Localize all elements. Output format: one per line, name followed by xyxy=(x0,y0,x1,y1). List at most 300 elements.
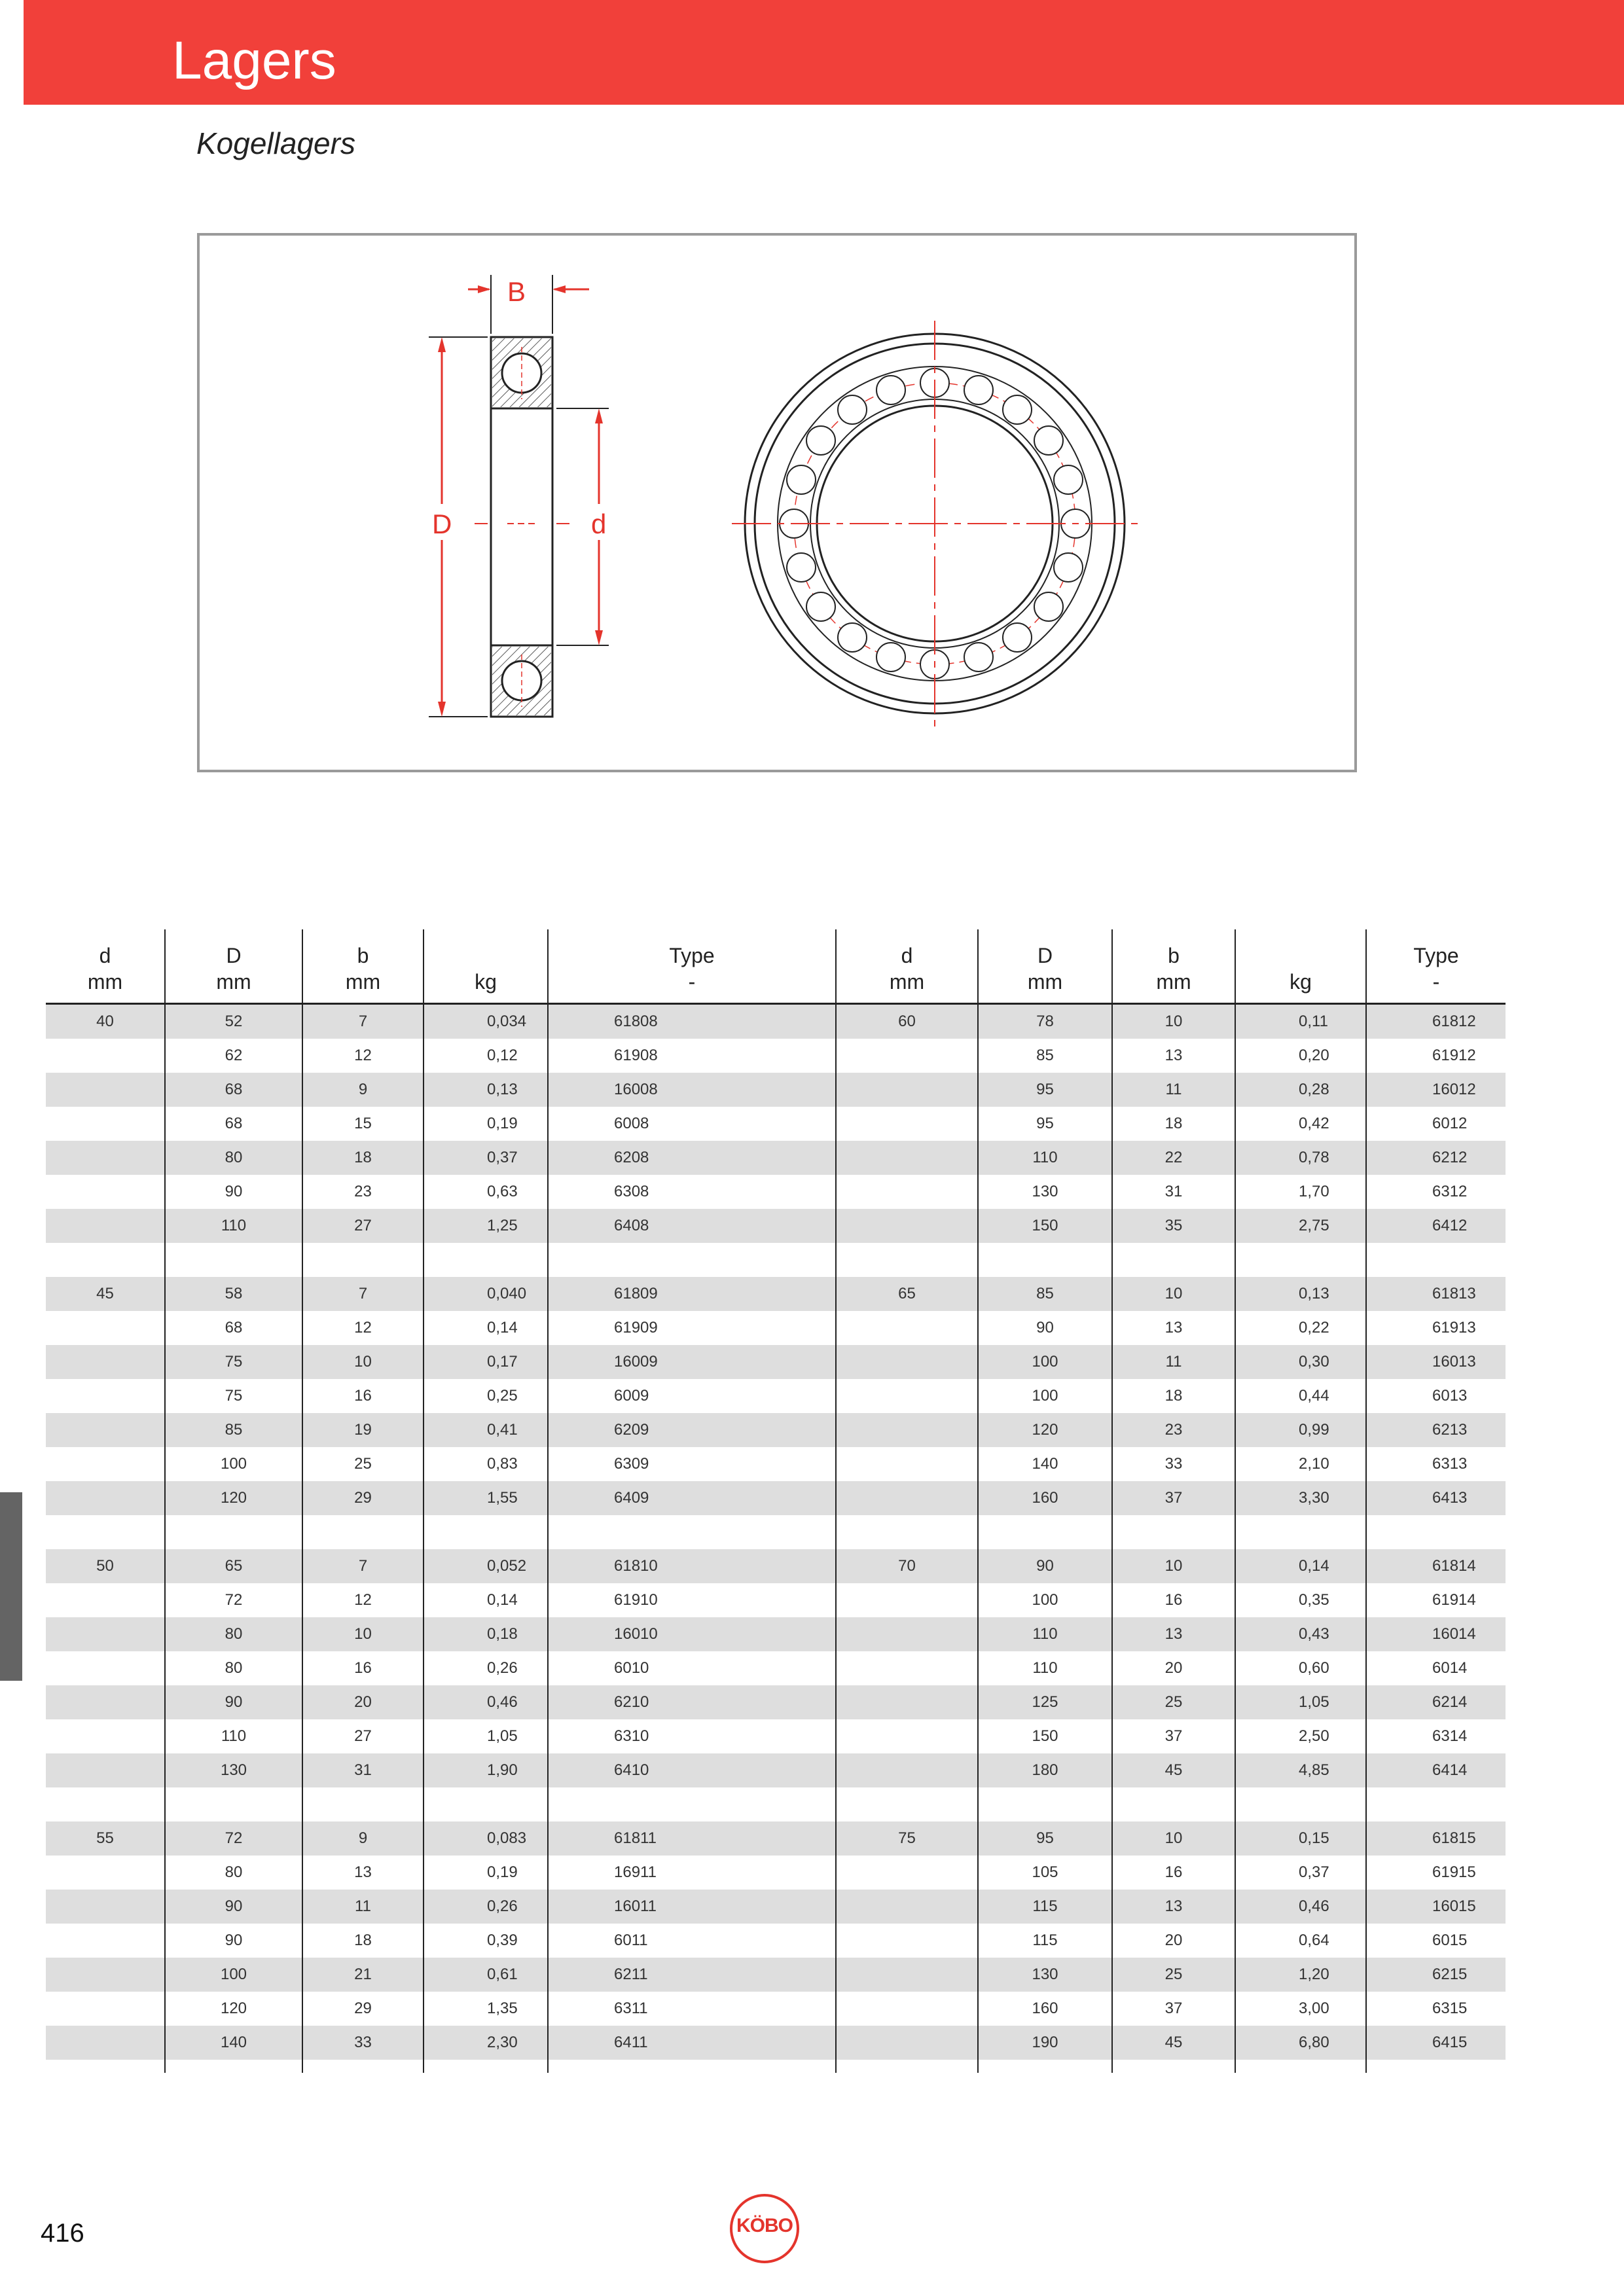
table-cell: 78 xyxy=(978,1004,1112,1039)
table-cell: 13 xyxy=(1112,1311,1235,1345)
table-cell: 61909 xyxy=(548,1311,836,1345)
table-cell: 0,99 xyxy=(1235,1413,1366,1447)
table-cell: 13 xyxy=(1112,1617,1235,1651)
table-row xyxy=(46,1719,1506,1753)
bearing-table xyxy=(46,929,1506,2073)
table-cell xyxy=(46,1039,165,1073)
table-cell: 45 xyxy=(46,1277,165,1311)
table-cell: 2,10 xyxy=(1235,1447,1366,1481)
label-B: B xyxy=(507,276,526,307)
table-row xyxy=(46,2026,1506,2060)
front-view xyxy=(732,321,1138,726)
col-header: b mm xyxy=(302,929,424,1004)
dimension-D xyxy=(429,337,488,717)
table-cell: 75 xyxy=(165,1379,302,1413)
table-cell xyxy=(46,1447,165,1481)
col-header: kg xyxy=(424,929,548,1004)
table-end-row xyxy=(46,2060,1506,2073)
end-cell xyxy=(836,2060,978,2073)
table-cell: 75 xyxy=(165,1345,302,1379)
table-row xyxy=(46,1447,1506,1481)
table-cell: 72 xyxy=(165,1821,302,1856)
table-cell: 6310 xyxy=(548,1719,836,1753)
table-cell xyxy=(836,1685,978,1719)
table-cell: 25 xyxy=(1112,1685,1235,1719)
table-cell xyxy=(46,1413,165,1447)
table-cell: 120 xyxy=(978,1413,1112,1447)
table-cell: 61915 xyxy=(1366,1856,1506,1890)
spacer-cell xyxy=(1112,1243,1235,1277)
table-cell: 52 xyxy=(165,1004,302,1039)
table-cell: 0,83 xyxy=(424,1447,548,1481)
table-row xyxy=(46,1209,1506,1243)
table-cell: 16 xyxy=(1112,1856,1235,1890)
table-cell xyxy=(836,1924,978,1958)
table-cell: 6208 xyxy=(548,1141,836,1175)
table-row xyxy=(46,1311,1506,1345)
end-cell xyxy=(548,2060,836,2073)
table-cell: 6410 xyxy=(548,1753,836,1787)
table-cell: 6211 xyxy=(548,1958,836,1992)
table-cell: 0,30 xyxy=(1235,1345,1366,1379)
table-row xyxy=(46,1856,1506,1890)
table-cell: 2,30 xyxy=(424,2026,548,2060)
table-cell: 90 xyxy=(165,1890,302,1924)
table-cell: 61810 xyxy=(548,1549,836,1583)
table-cell: 6008 xyxy=(548,1107,836,1141)
table-cell: 80 xyxy=(165,1651,302,1685)
table-cell: 0,083 xyxy=(424,1821,548,1856)
table-cell: 31 xyxy=(1112,1175,1235,1209)
table-cell xyxy=(46,1753,165,1787)
table-cell: 100 xyxy=(978,1379,1112,1413)
table-cell: 0,15 xyxy=(1235,1821,1366,1856)
table-cell: 6213 xyxy=(1366,1413,1506,1447)
table-cell: 27 xyxy=(302,1209,424,1243)
table-cell: 0,42 xyxy=(1235,1107,1366,1141)
table-cell: 85 xyxy=(978,1039,1112,1073)
table-cell: 12 xyxy=(302,1311,424,1345)
table-cell: 90 xyxy=(978,1311,1112,1345)
table-cell: 0,13 xyxy=(1235,1277,1366,1311)
table-cell: 6314 xyxy=(1366,1719,1506,1753)
kobo-logo xyxy=(729,2193,801,2265)
table-cell xyxy=(836,1753,978,1787)
spacer-cell xyxy=(1235,1515,1366,1549)
table-cell xyxy=(46,1617,165,1651)
table-cell: 0,19 xyxy=(424,1856,548,1890)
table-cell xyxy=(46,1685,165,1719)
spacer-cell xyxy=(836,1515,978,1549)
table-cell: 16012 xyxy=(1366,1073,1506,1107)
table-cell: 65 xyxy=(165,1549,302,1583)
table-cell xyxy=(836,1413,978,1447)
table-cell xyxy=(46,1345,165,1379)
table-cell xyxy=(46,1992,165,2026)
table-cell: 90 xyxy=(165,1685,302,1719)
table-cell xyxy=(836,1583,978,1617)
table-cell: 61809 xyxy=(548,1277,836,1311)
table-cell: 1,25 xyxy=(424,1209,548,1243)
bearing-drawing xyxy=(197,233,1357,772)
table-cell: 62 xyxy=(165,1039,302,1073)
page-title: Lagers xyxy=(172,31,336,90)
table-cell: 6408 xyxy=(548,1209,836,1243)
spacer-cell xyxy=(978,1515,1112,1549)
spacer-cell xyxy=(165,1515,302,1549)
table-cell: 70 xyxy=(836,1549,978,1583)
table-cell: 0,41 xyxy=(424,1413,548,1447)
table-cell xyxy=(46,2026,165,2060)
spacer-cell xyxy=(1235,1243,1366,1277)
table-cell: 7 xyxy=(302,1004,424,1039)
table-cell: 23 xyxy=(1112,1413,1235,1447)
table-cell: 16014 xyxy=(1366,1617,1506,1651)
table-cell: 65 xyxy=(836,1277,978,1311)
spacer-cell xyxy=(46,1515,165,1549)
table-cell: 29 xyxy=(302,1481,424,1515)
col-header: D mm xyxy=(978,929,1112,1004)
table-cell: 160 xyxy=(978,1992,1112,2026)
table-cell: 140 xyxy=(165,2026,302,2060)
end-cell xyxy=(424,2060,548,2073)
table-cell: 61811 xyxy=(548,1821,836,1856)
table-cell: 0,63 xyxy=(424,1175,548,1209)
table-cell: 68 xyxy=(165,1107,302,1141)
cross-section-view xyxy=(475,337,569,717)
table-row xyxy=(46,1107,1506,1141)
table-cell xyxy=(46,1379,165,1413)
table-cell: 6011 xyxy=(548,1924,836,1958)
page-number: 416 xyxy=(41,2219,84,2248)
page-subtitle: Kogellagers xyxy=(196,126,355,160)
table-cell: 0,26 xyxy=(424,1651,548,1685)
table-cell: 19 xyxy=(302,1413,424,1447)
table-cell xyxy=(46,1209,165,1243)
end-cell xyxy=(1112,2060,1235,2073)
table-cell: 0,12 xyxy=(424,1039,548,1073)
table-cell: 0,46 xyxy=(1235,1890,1366,1924)
spacer-cell xyxy=(46,1243,165,1277)
table-row xyxy=(46,1651,1506,1685)
table-cell: 190 xyxy=(978,2026,1112,2060)
table-cell: 4,85 xyxy=(1235,1753,1366,1787)
table-cell: 10 xyxy=(1112,1549,1235,1583)
table-cell: 16911 xyxy=(548,1856,836,1890)
table-cell: 100 xyxy=(165,1958,302,1992)
table-cell xyxy=(836,1345,978,1379)
table-cell: 100 xyxy=(165,1447,302,1481)
table-row xyxy=(46,1175,1506,1209)
spacer-cell xyxy=(1112,1787,1235,1821)
logo-text: KÖBO xyxy=(736,2215,793,2236)
table-cell: 61910 xyxy=(548,1583,836,1617)
group-spacer xyxy=(46,1515,1506,1549)
table-cell: 61815 xyxy=(1366,1821,1506,1856)
table-cell: 33 xyxy=(1112,1447,1235,1481)
spacer-cell xyxy=(1366,1243,1506,1277)
table-cell: 16010 xyxy=(548,1617,836,1651)
table-cell: 37 xyxy=(1112,1992,1235,2026)
spacer-cell xyxy=(46,1787,165,1821)
table-cell: 3,00 xyxy=(1235,1992,1366,2026)
table-cell xyxy=(836,1209,978,1243)
table-cell: 1,05 xyxy=(1235,1685,1366,1719)
table-cell xyxy=(836,1719,978,1753)
table-cell: 115 xyxy=(978,1890,1112,1924)
table-cell: 6312 xyxy=(1366,1175,1506,1209)
spacer-cell xyxy=(302,1787,424,1821)
table-cell xyxy=(46,1958,165,1992)
table-cell: 10 xyxy=(302,1617,424,1651)
table-cell: 6014 xyxy=(1366,1651,1506,1685)
table-cell: 50 xyxy=(46,1549,165,1583)
bearing-diagram xyxy=(200,236,1354,770)
spacer-cell xyxy=(424,1787,548,1821)
table-cell xyxy=(836,2026,978,2060)
table-cell: 16015 xyxy=(1366,1890,1506,1924)
table-cell: 6,80 xyxy=(1235,2026,1366,2060)
col-header: Type - xyxy=(1366,929,1506,1004)
table-cell: 80 xyxy=(165,1856,302,1890)
table-cell: 11 xyxy=(1112,1345,1235,1379)
table-cell xyxy=(46,1107,165,1141)
table-cell xyxy=(836,1958,978,1992)
table-cell: 25 xyxy=(1112,1958,1235,1992)
table-cell: 6215 xyxy=(1366,1958,1506,1992)
table-cell xyxy=(836,1651,978,1685)
table-cell xyxy=(46,1856,165,1890)
table-cell: 2,75 xyxy=(1235,1209,1366,1243)
table-row xyxy=(46,1685,1506,1719)
table-cell: 0,44 xyxy=(1235,1379,1366,1413)
table-row xyxy=(46,1413,1506,1447)
table-cell xyxy=(46,1311,165,1345)
table-cell: 9 xyxy=(302,1073,424,1107)
table-cell: 6411 xyxy=(548,2026,836,2060)
table-cell: 0,37 xyxy=(424,1141,548,1175)
table-cell: 61912 xyxy=(1366,1039,1506,1073)
table-cell: 150 xyxy=(978,1209,1112,1243)
table-row xyxy=(46,1039,1506,1073)
table-cell: 0,35 xyxy=(1235,1583,1366,1617)
table-cell: 130 xyxy=(165,1753,302,1787)
table-cell: 6315 xyxy=(1366,1992,1506,2026)
table-cell: 0,37 xyxy=(1235,1856,1366,1890)
table-cell: 1,35 xyxy=(424,1992,548,2026)
table-cell: 0,14 xyxy=(1235,1549,1366,1583)
table-cell: 61814 xyxy=(1366,1549,1506,1583)
table-cell: 0,26 xyxy=(424,1890,548,1924)
table-row xyxy=(46,1141,1506,1175)
spacer-cell xyxy=(424,1515,548,1549)
table-cell: 61812 xyxy=(1366,1004,1506,1039)
table-cell: 6308 xyxy=(548,1175,836,1209)
table-cell: 33 xyxy=(302,2026,424,2060)
table-cell: 16 xyxy=(302,1651,424,1685)
table-cell: 2,50 xyxy=(1235,1719,1366,1753)
table-cell: 16013 xyxy=(1366,1345,1506,1379)
table-cell: 37 xyxy=(1112,1719,1235,1753)
col-header: kg xyxy=(1235,929,1366,1004)
table-cell: 1,55 xyxy=(424,1481,548,1515)
table-row xyxy=(46,1617,1506,1651)
end-cell xyxy=(46,2060,165,2073)
table-cell: 20 xyxy=(1112,1651,1235,1685)
spacer-cell xyxy=(978,1243,1112,1277)
table-row xyxy=(46,1821,1506,1856)
table-row xyxy=(46,1073,1506,1107)
spacer-cell xyxy=(302,1515,424,1549)
table-cell: 6414 xyxy=(1366,1753,1506,1787)
table-cell: 6409 xyxy=(548,1481,836,1515)
table-cell: 7 xyxy=(302,1549,424,1583)
table-cell: 61808 xyxy=(548,1004,836,1039)
table-cell: 0,64 xyxy=(1235,1924,1366,1958)
table-cell: 9 xyxy=(302,1821,424,1856)
table-cell: 16009 xyxy=(548,1345,836,1379)
table-cell: 68 xyxy=(165,1073,302,1107)
table-cell: 6309 xyxy=(548,1447,836,1481)
col-header: d mm xyxy=(836,929,978,1004)
spacer-cell xyxy=(1235,1787,1366,1821)
table-cell: 18 xyxy=(1112,1379,1235,1413)
table-cell: 0,60 xyxy=(1235,1651,1366,1685)
table-cell: 120 xyxy=(165,1481,302,1515)
table-cell: 0,46 xyxy=(424,1685,548,1719)
end-cell xyxy=(302,2060,424,2073)
table-cell: 10 xyxy=(302,1345,424,1379)
table-cell: 22 xyxy=(1112,1141,1235,1175)
table-cell xyxy=(836,1039,978,1073)
table-cell: 100 xyxy=(978,1345,1112,1379)
table-cell: 16011 xyxy=(548,1890,836,1924)
table-cell xyxy=(46,1924,165,1958)
table-cell: 61908 xyxy=(548,1039,836,1073)
table-row xyxy=(46,1583,1506,1617)
spacer-cell xyxy=(836,1787,978,1821)
table-cell: 29 xyxy=(302,1992,424,2026)
table-cell: 58 xyxy=(165,1277,302,1311)
table-cell: 1,70 xyxy=(1235,1175,1366,1209)
table-cell: 7 xyxy=(302,1277,424,1311)
table-cell xyxy=(46,1890,165,1924)
table-cell: 16008 xyxy=(548,1073,836,1107)
table-cell: 13 xyxy=(1112,1890,1235,1924)
table-cell: 31 xyxy=(302,1753,424,1787)
table-cell: 23 xyxy=(302,1175,424,1209)
table-cell: 6209 xyxy=(548,1413,836,1447)
col-header: Type - xyxy=(548,929,836,1004)
table-cell xyxy=(836,1073,978,1107)
table-cell: 10 xyxy=(1112,1004,1235,1039)
table-cell: 0,040 xyxy=(424,1277,548,1311)
table-cell: 6010 xyxy=(548,1651,836,1685)
table-cell xyxy=(836,1890,978,1924)
table-cell xyxy=(46,1073,165,1107)
table-cell: 1,05 xyxy=(424,1719,548,1753)
table-cell: 85 xyxy=(165,1413,302,1447)
spacer-cell xyxy=(548,1787,836,1821)
table-cell xyxy=(836,1379,978,1413)
table-cell: 6413 xyxy=(1366,1481,1506,1515)
table-cell: 18 xyxy=(302,1924,424,1958)
table-cell: 68 xyxy=(165,1311,302,1345)
table-cell: 110 xyxy=(978,1617,1112,1651)
spacer-cell xyxy=(165,1243,302,1277)
table-row xyxy=(46,1924,1506,1958)
table-cell: 12 xyxy=(302,1039,424,1073)
section-tab xyxy=(0,1492,22,1681)
table-cell: 180 xyxy=(978,1753,1112,1787)
table-cell: 61914 xyxy=(1366,1583,1506,1617)
table-cell: 0,43 xyxy=(1235,1617,1366,1651)
label-d: d xyxy=(591,509,607,539)
table-cell: 95 xyxy=(978,1107,1112,1141)
table-cell: 6311 xyxy=(548,1992,836,2026)
table-cell: 10 xyxy=(1112,1277,1235,1311)
table-cell: 80 xyxy=(165,1141,302,1175)
table-cell: 1,20 xyxy=(1235,1958,1366,1992)
spacer-cell xyxy=(1366,1787,1506,1821)
dimension-B xyxy=(468,275,589,334)
spacer-cell xyxy=(836,1243,978,1277)
table-cell: 0,052 xyxy=(424,1549,548,1583)
table-cell: 90 xyxy=(165,1175,302,1209)
dimension-d xyxy=(556,408,609,645)
table-row xyxy=(46,1481,1506,1515)
spacer-cell xyxy=(548,1243,836,1277)
table-cell: 35 xyxy=(1112,1209,1235,1243)
table-row xyxy=(46,1890,1506,1924)
table-cell: 0,78 xyxy=(1235,1141,1366,1175)
table-cell: 0,20 xyxy=(1235,1039,1366,1073)
table-cell: 60 xyxy=(836,1004,978,1039)
table-row xyxy=(46,1549,1506,1583)
table-cell: 6012 xyxy=(1366,1107,1506,1141)
table-cell xyxy=(46,1481,165,1515)
table-cell: 11 xyxy=(302,1890,424,1924)
table-cell: 72 xyxy=(165,1583,302,1617)
table-cell xyxy=(836,1107,978,1141)
spacer-cell xyxy=(165,1787,302,1821)
table-cell: 61913 xyxy=(1366,1311,1506,1345)
table-cell: 6415 xyxy=(1366,2026,1506,2060)
table-cell: 20 xyxy=(302,1685,424,1719)
spacer-cell xyxy=(302,1243,424,1277)
table-body xyxy=(46,1004,1506,2073)
table-cell: 150 xyxy=(978,1719,1112,1753)
table-row xyxy=(46,1992,1506,2026)
table-cell: 85 xyxy=(978,1277,1112,1311)
group-spacer xyxy=(46,1243,1506,1277)
table-cell: 130 xyxy=(978,1175,1112,1209)
table-row xyxy=(46,1004,1506,1039)
table-cell xyxy=(46,1141,165,1175)
table-cell: 0,39 xyxy=(424,1924,548,1958)
table-cell: 0,28 xyxy=(1235,1073,1366,1107)
table-cell: 0,25 xyxy=(424,1379,548,1413)
table-cell: 160 xyxy=(978,1481,1112,1515)
label-D: D xyxy=(432,509,452,539)
table-cell: 13 xyxy=(302,1856,424,1890)
table-cell: 61813 xyxy=(1366,1277,1506,1311)
table-cell: 6212 xyxy=(1366,1141,1506,1175)
end-cell xyxy=(1235,2060,1366,2073)
table-cell: 110 xyxy=(978,1141,1112,1175)
table-row xyxy=(46,1753,1506,1787)
table-cell: 90 xyxy=(165,1924,302,1958)
